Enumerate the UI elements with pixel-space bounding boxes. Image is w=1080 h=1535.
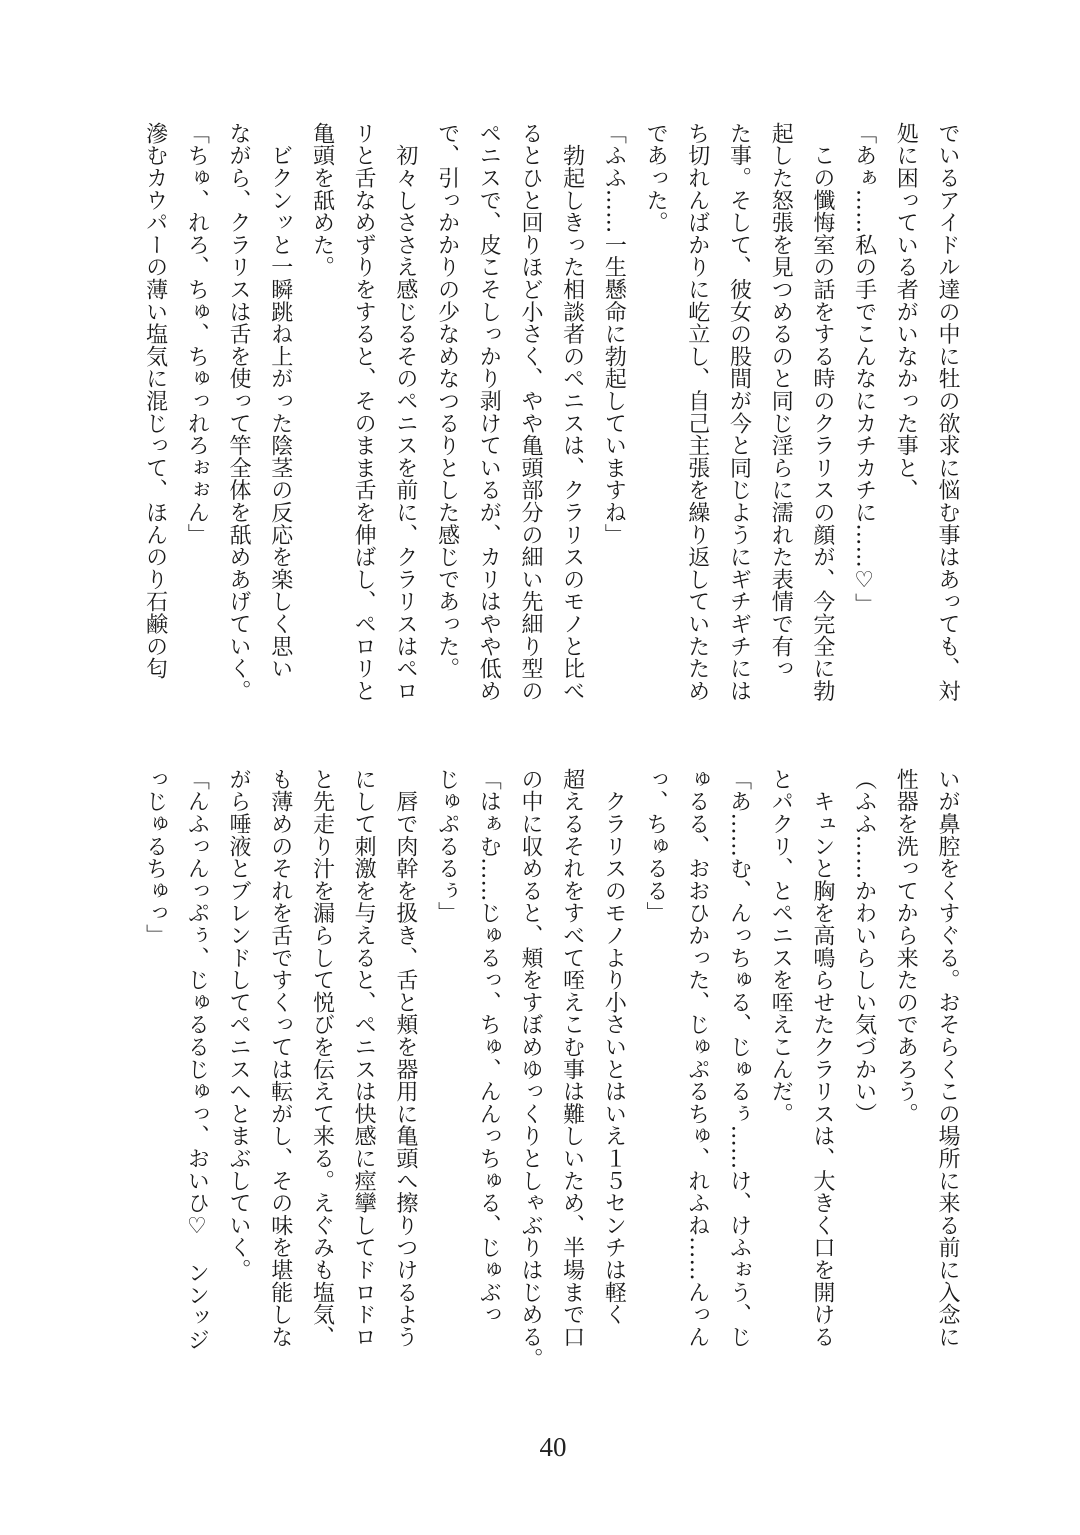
text-block-upper bbox=[134, 122, 968, 722]
text-column: ゅるる、おおひかった、じゅぷるちゅ、れふね……んっん bbox=[684, 768, 710, 1348]
text-column: 初々しささえ感じるそのペニスを前に、クラリスはペロ bbox=[392, 122, 418, 702]
text-column: でいるアイドル達の中に牡の欲求に悩む事はあっても、対 bbox=[935, 122, 960, 702]
text-column: の中に収めると、頬をすぼめゆっくりとしゃぶりはじめる。 bbox=[517, 768, 543, 1371]
text-column: とパクリ、とペニスを咥えこんだ。 bbox=[768, 768, 794, 1125]
page-number: 40 bbox=[539, 1432, 567, 1462]
text-column: ペニスで、皮こそしっかり剥けているが、カリはやや低め bbox=[476, 122, 502, 702]
text-column: 超えるそれをすべて咥えこむ事は難しいため、半場まで口 bbox=[559, 768, 585, 1348]
text-column: っ、ちゅるる」 bbox=[643, 768, 669, 925]
text-column: キュンと胸を高鳴らせたクラリスは、大きく口を開ける bbox=[809, 768, 835, 1348]
text-column: がら唾液とブレンドしてペニスへとまぶしていく。 bbox=[226, 768, 252, 1281]
text-column: と先走り汁を漏らして悦びを伝えて来る。えぐみも塩気、 bbox=[309, 768, 335, 1348]
text-column: クラリスのモノより小さいとはいえ１５センチは軽く bbox=[601, 768, 627, 1326]
text-column: で、引っかかりの少なめなつるりとした感じであった。 bbox=[434, 122, 460, 680]
text-column: た事。そして、彼女の股間が今と同じようにギチギチには bbox=[726, 122, 752, 702]
text-column: るとひと回りほど小さく、やや亀頭部分の細い先細り型の bbox=[517, 122, 543, 702]
text-column: も薄めのそれを舌ですくっては転がし、その味を堪能しな bbox=[267, 768, 293, 1348]
text-column: であった。 bbox=[643, 122, 669, 234]
text-block-lower bbox=[134, 768, 968, 1398]
text-column: リと舌なめずりをすると、そのまま舌を伸ばし、ペロリと bbox=[351, 122, 377, 702]
text-column: にして刺激を与えると、ペニスは快感に痙攣してドロドロ bbox=[351, 768, 377, 1348]
text-column: ながら、クラリスは舌を使って竿全体を舐めあげていく。 bbox=[226, 122, 252, 702]
text-column: 滲むカウパーの薄い塩気に混じって、ほんのり石鹸の匂 bbox=[142, 122, 168, 680]
text-column: じゅぷるるぅ」 bbox=[434, 768, 460, 925]
text-column: っじゅるちゅっ」 bbox=[142, 768, 168, 947]
text-column: 唇で肉幹を扱き、舌と頬を器用に亀頭へ擦りつけるよう bbox=[392, 768, 418, 1348]
text-column: 起した怒張を見つめるのと同じ淫らに濡れた表情で有っ bbox=[768, 122, 794, 680]
text-column: 亀頭を舐めた。 bbox=[309, 122, 335, 279]
text-column: 処に困っている者がいなかった事と、 bbox=[893, 122, 919, 502]
text-column: 「あぁ……私の手でこんなにカチカチに……♡」 bbox=[851, 122, 877, 616]
text-column: 「んふっんっぷぅ、じゅるるじゅっ、おいひ♡ ンンッジ bbox=[184, 768, 210, 1351]
text-column: 「あ……む、んっちゅる、じゅるぅ……け、けふぉう、じ bbox=[726, 768, 752, 1348]
text-column: いが鼻腔をくすぐる。おそらくこの場所に来る前に入念に bbox=[935, 768, 960, 1348]
text-column: この懺悔室の話をする時のクラリスの顔が、今完全に勃 bbox=[809, 122, 835, 702]
text-column: ビクンッと一瞬跳ね上がった陰茎の反応を楽しく思い bbox=[267, 122, 293, 680]
text-column: 「はぁむ……じゅるっ、ちゅ、んんっちゅる、じゅぶっ bbox=[476, 768, 502, 1326]
text-column: 「ちゅ、れろ、ちゅ、ちゅっれろぉぉん」 bbox=[184, 122, 210, 546]
text-column: ち切れんばかりに屹立し、自己主張を繰り返していたため bbox=[684, 122, 710, 702]
text-column: 「ふふ……一生懸命に勃起していますね」 bbox=[601, 122, 627, 546]
text-column: 性器を洗ってから来たのであろう。 bbox=[893, 768, 919, 1125]
text-column: （ふふ……かわいらしい気づかい） bbox=[851, 768, 877, 1125]
text-column: 勃起しきった相談者のペニスは、クラリスのモノと比べ bbox=[559, 122, 585, 702]
